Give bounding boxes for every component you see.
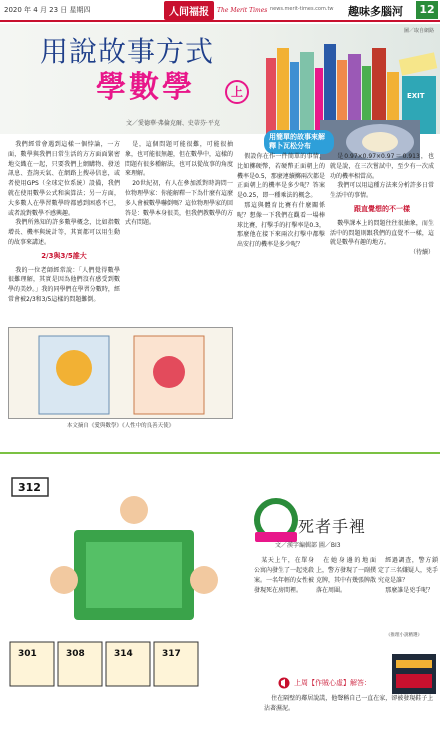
paragraph: 是，這個問題可能很難，可能很抽象，也可能很無趣，但在數學中，這樣的問題有很多種解法，也可以從故事的角度來理解。	[125, 141, 233, 178]
section-divider	[0, 452, 440, 454]
headline-line2: 學數學	[96, 70, 195, 105]
paragraph: 某天上午，在單身公寓內發生了一起兇殺案。一名年輕的女性被發現死在房間裡。	[254, 557, 314, 594]
article-byline: 文／愛德華‧弗倫克爾、史蒂芬‧平克	[126, 120, 220, 127]
svg-text:317: 317	[162, 649, 181, 659]
mystery-cartoon	[4, 460, 250, 720]
paragraph: 經過調查，警方鎖定了三名嫌疑人，兇手究竟是誰？	[378, 557, 438, 584]
article-column-2	[125, 140, 233, 320]
image-credit: 圖／取自網路	[403, 28, 434, 34]
book-covers-photo	[8, 327, 233, 419]
article-column-4	[330, 152, 434, 442]
page-header	[0, 0, 440, 22]
issue-date: 2020 年 4 月 23 日 星期四	[4, 6, 91, 14]
headline-part-badge: 上	[225, 80, 249, 104]
paragraph: 數學課本上的問題往往很抽象，而生活中的問題則跟我們的直覺不一樣，這就是數學有趣的地方。	[330, 219, 434, 247]
book-caption: 《推理小說精選》	[386, 633, 422, 638]
headline-line1: 用說故事方式	[40, 35, 215, 68]
svg-text:308: 308	[66, 649, 85, 659]
paragraph: 我的一位老師經常說：「人們覺得數學很難理解，其實是因為他們沒有感受到數學的美妙。」我的同學們在學習分數時，經常會被2/3和3/5這樣的問題難倒。	[8, 266, 120, 303]
page-number: 12	[416, 1, 438, 19]
story-byline: 文／漢字編輯部 圖／BI3	[275, 542, 341, 549]
svg-text:EXIT: EXIT	[407, 92, 425, 100]
article-hero	[0, 24, 440, 134]
subheading: 2/3與3/5誰大	[41, 251, 87, 260]
paragraph: 那這與體育比賽有什麼關係呢？想像一下我們在觀看一場棒球比賽，打擊手的打擊率是0.3，那麼他在接下來兩次打擊中都擊出安打的機率是多少呢？	[237, 201, 325, 249]
room-number-label: 312	[18, 481, 41, 494]
paragraph: 是0.97×0.97×0.97＝0.913，也就是說，在三次嘗試中，至少有一次成功的機率相當高。	[330, 153, 434, 180]
story-title: 死者手裡	[298, 517, 367, 536]
newspaper-logo	[164, 1, 267, 19]
answer-text: 住在隔壁的鄰居說謊，他聲稱自己一直在家，卻被發現鞋子上沾著濕泥。	[264, 695, 434, 712]
answer-label: 上周【作賊心虛】解答：	[294, 679, 371, 687]
paragraph: 我們經常會遇到這樣一個悖論，一方面，數學與我們日常生活的方方面面緊密地交織在一起，只要我們上網購物、發送訊息、查詢天氣、在網路上搜尋信息，或者使用GPS（全球定位系統）設備，我們就在使用數學公式和演算法；另一方面，大多數人在學習數學時都感到困惑不已，或者說對數學不感興趣。	[8, 141, 120, 217]
logo-chinese: 人间福报	[164, 1, 214, 20]
paragraph: 那麼誰是兇手呢？	[385, 587, 434, 594]
book-covers-image	[9, 328, 233, 419]
subheading: 跟直覺想的不一樣	[354, 204, 410, 213]
website-url: news.merit-times.com.tw	[270, 6, 334, 12]
paragraph: 我們可以用這種方法來分析許多日常生活中的事情。	[330, 182, 434, 200]
story-column-3	[378, 556, 438, 666]
paragraph: 假設你在作一件簡單的事情，比如擲硬幣，若硬幣正面朝上的機率是0.5，那麼連續擲兩次都是正面朝上的機率是多少呢？答案是0.25，即一種乘法的概念。	[237, 153, 325, 200]
callout-bubble	[264, 130, 334, 154]
paragraph: 我們所熟知的許多數學概念，比如指數增長、機率與統計等，其實都可以用生動的故事來講述。	[8, 219, 120, 246]
book-cover-image	[392, 654, 436, 694]
callout-text: 用簡單的故事來解釋卜瓦松分布	[269, 133, 325, 150]
article-column-1	[8, 140, 120, 320]
article-column-3	[237, 152, 325, 442]
answer-heading	[278, 676, 371, 690]
svg-text:314: 314	[114, 649, 133, 659]
paragraph: 在她身邊的地面上，警方發現了一副撲克牌，其中有幾張牌散落在周圍。	[316, 557, 376, 594]
story-column-1	[254, 556, 314, 666]
paragraph: 20世紀初，有人在參加派對時詢問一位物理學家：你能解釋一下為什麼有這麼多人會被數學嚇倒嗎？這位物理學家的回答是：數學本身很美，但我們教數學的方式有問題。	[125, 180, 233, 227]
photo-caption: 本文摘自《愛與數學》《人性中的良善天使》	[66, 423, 175, 429]
logo-english: The Merit Times	[217, 6, 268, 14]
section-title: 趣味多腦河	[348, 5, 403, 18]
megaphone-icon	[278, 677, 290, 689]
to-be-continued: （待續）	[409, 249, 434, 257]
story-column-2	[316, 556, 376, 666]
svg-text:301: 301	[18, 649, 37, 659]
